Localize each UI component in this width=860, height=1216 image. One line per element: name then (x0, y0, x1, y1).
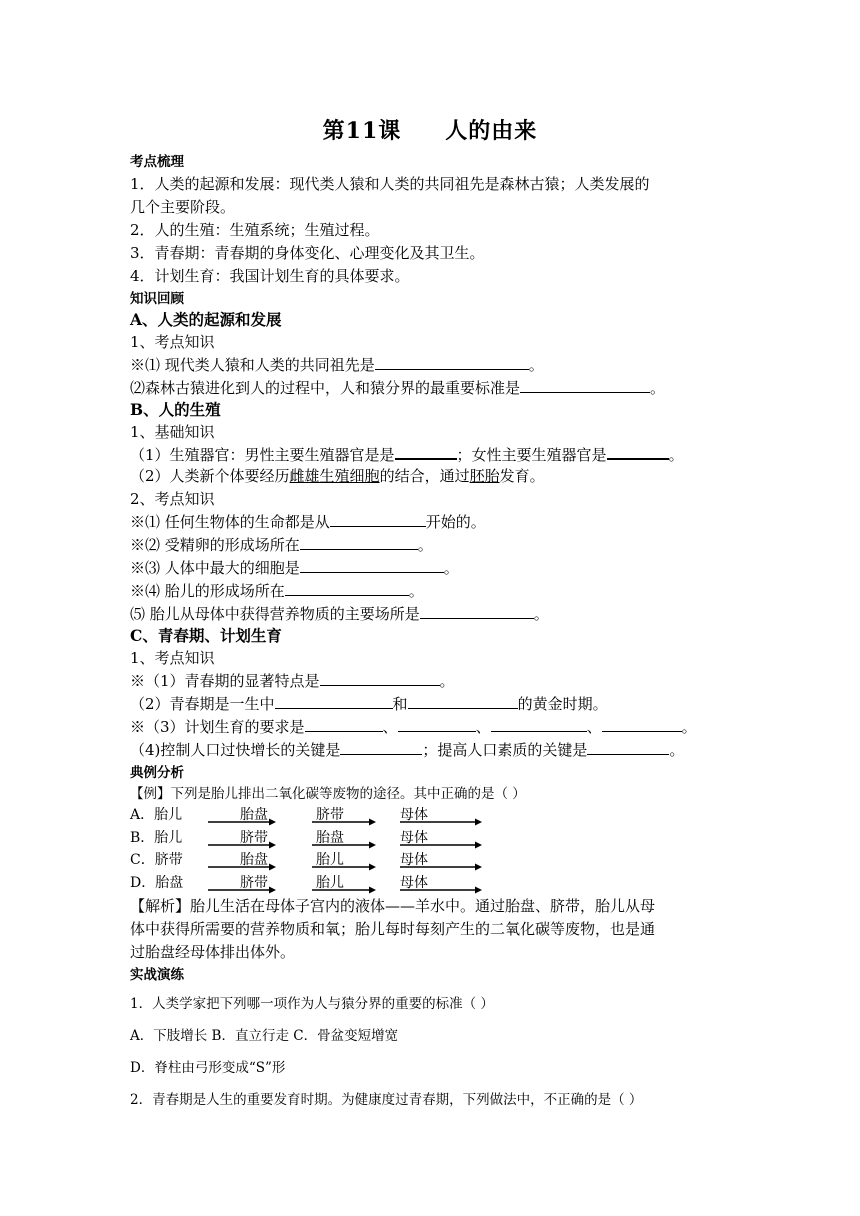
question-b1: （1）生殖器官：男性主要生殖器官是是 ；女性主要生殖器官是 。 (130, 446, 684, 464)
question-bk1: ※⑴ 任何生物体的生命都是从 开始的。 (130, 513, 486, 531)
practice-heading: 实战演练 (130, 967, 184, 983)
kaodian-point-1-cont: 几个主要阶段。 (130, 198, 236, 216)
option-step: 胎盘 (240, 807, 268, 823)
question-c3: ※（3）计划生育的要求是 、 、 、 。 (130, 718, 697, 736)
option-label: A．胎儿 (130, 807, 183, 823)
practice-q1-option-d: D．脊柱由弓形变成“S”形 (130, 1060, 286, 1076)
question-c4: （4)控制人口过快增长的关键是 ；提高人口素质的关键是 。 (130, 741, 685, 759)
practice-q1-options: A．下肢增长 B．直立行走 C．骨盆变短增宽 (130, 1028, 399, 1044)
arrow-head (475, 864, 482, 871)
section-c-sub: 1、考点知识 (130, 649, 215, 667)
analysis-line-1: 【解析】胎儿生活在母体子宫内的液体——羊水中。通过胎盘、脐带，胎儿从母 (130, 897, 656, 915)
section-a-title: A、人类的起源和发展 (130, 310, 282, 329)
practice-q1: 1．人类学家把下列哪一项作为人与猿分界的重要的标准（ ） (130, 996, 494, 1012)
option-label: C．脐带 (130, 852, 183, 868)
option-step: 母体 (400, 807, 428, 823)
option-step: 母体 (400, 875, 428, 891)
question-c2: （2）青春期是一生中 和 的黄金时期。 (130, 695, 608, 713)
section-b-sub2: 2、考点知识 (130, 490, 215, 508)
lesson-number: 第11课 (322, 118, 402, 144)
arrow-head (269, 864, 276, 871)
arrow-head (475, 819, 482, 826)
arrow-head (369, 842, 376, 849)
arrow-head (369, 819, 376, 826)
example-question: 【例】下列是胎儿排出二氧化碳等废物的途径。其中正确的是（ ） (130, 786, 526, 802)
arrow-head (269, 887, 276, 894)
question-bk2: ※⑵ 受精卵的形成场所在 。 (130, 536, 433, 554)
kaodian-point-1: 1．人类的起源和发展：现代类人猿和人类的共同祖先是森林古猿；人类发展的 (130, 175, 650, 193)
practice-q2: 2．青春期是人生的重要发育时期。为健康度过青春期，下列做法中，不正确的是（ ） (130, 1092, 643, 1108)
kaodian-heading: 考点梳理 (130, 154, 184, 170)
option-step: 脐带 (240, 875, 268, 891)
lesson-name: 人的由来 (445, 118, 538, 144)
analysis-line-3: 过胎盘经母体排出体外。 (130, 943, 296, 961)
analysis-line-2: 体中获得所需要的营养物质和氧；胎儿每时每刻产生的二氧化碳等废物，也是通 (130, 920, 656, 938)
arrow-head (475, 887, 482, 894)
option-step: 脐带 (316, 807, 344, 823)
question-b2: （2）人类新个体要经历雌雄生殖细胞的结合，通过胚胎发育。 (130, 467, 545, 485)
option-step: 胎盘 (316, 830, 344, 846)
arrow-head (269, 842, 276, 849)
kaodian-point-2: 2．人的生殖：生殖系统；生殖过程。 (130, 221, 380, 239)
section-c-title: C、青春期、计划生育 (130, 626, 282, 645)
option-step: 脐带 (240, 830, 268, 846)
question-a2: ⑵森林古猿进化到人的过程中，人和猿分界的最重要标准是 。 (130, 379, 666, 397)
option-step: 胎儿 (316, 852, 344, 868)
kaodian-point-3: 3．青春期：青春期的身体变化、心理变化及其卫生。 (130, 244, 485, 262)
arrow-head (269, 819, 276, 826)
question-a1: ※⑴ 现代类人猿和人类的共同祖先是 。 (130, 356, 544, 374)
example-heading: 典例分析 (130, 765, 184, 781)
option-step: 胎盘 (240, 852, 268, 868)
option-label: D．胎盘 (130, 875, 184, 891)
option-step: 母体 (400, 852, 428, 868)
section-b-title: B、人的生殖 (130, 400, 221, 419)
question-bk5: ⑸ 胎儿从母体中获得营养物质的主要场所是 。 (130, 605, 549, 623)
question-bk4: ※⑷ 胎儿的形成场所在 。 (130, 582, 424, 600)
kaodian-point-4: 4．计划生育：我国计划生育的具体要求。 (130, 267, 410, 285)
arrow-head (475, 842, 482, 849)
option-label: B．胎儿 (130, 830, 183, 846)
section-a-sub: 1、考点知识 (130, 333, 215, 351)
review-heading: 知识回顾 (130, 291, 184, 307)
arrow-head (369, 887, 376, 894)
question-bk3: ※⑶ 人体中最大的细胞是 。 (130, 559, 459, 577)
section-b-sub1: 1、基础知识 (130, 423, 215, 441)
question-c1: ※（1）青春期的显著特点是 。 (130, 672, 455, 690)
arrow-head (369, 864, 376, 871)
option-step: 胎儿 (316, 875, 344, 891)
option-step: 母体 (400, 830, 428, 846)
